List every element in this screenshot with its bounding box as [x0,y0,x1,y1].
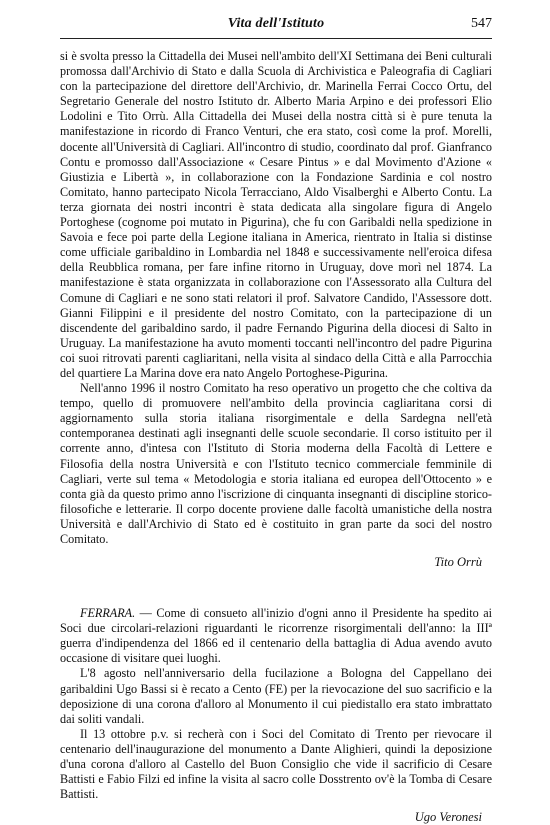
ferrara-paragraph-3: Il 13 ottobre p.v. si recherà con i Soci del Comitato di Trento per rievocare il centenario dell'inaugurazione del monumento a Dante Alighieri, quindi la deposizione d'una corona d'alloro al Castello del Buon Consiglio che vide il sacrificio di Cesare Battisti e Fabio Filzi ed infine la visita al sacro colle Dosstrento ov'è la Tomba di Cesare Battisti. [60,726,492,802]
page-number: 547 [471,16,492,31]
ferrara-paragraph-1-text: — Come di consueto all'inizio d'ogni anno il Presidente ha spedito ai Soci due circolari-relazioni riguardanti le ricorrenze risorgimentali dell'anno: la IIIª guerra d'indipendenza del 1866 ed il centenario della battaglia di Adua avendo avuto occasione di visitare quei luoghi. [60,606,492,666]
running-header [60,14,492,39]
cagliari-paragraph-2: Nell'anno 1996 il nostro Comitato ha reso operativo un progetto che che coltiva da tempo, quello di promuovere nell'ambito della provincia cagliaritana corsi di aggiornamento sulla storia italiana risorgimentale e della Sardegna nell'età contemporanea destinati agli insegnanti delle scuole secondarie. Il corso istituito per il corrente anno, d'intesa con l'Istituto di Storia moderna della Facoltà di Lettere e Filosofia della nostra Università e con l'Istituto tecnico commerciale femminile di Cagliari, verte sul tema « Metodologia e storia italiana ed europea dell'Ottocento » e conta già da questo primo anno l'iscrizione di cinquanta insegnanti di discipline storico-filosofiche e letterarie. Il corpo docente proviene dalle facoltà umanistiche della nostra Università e dall'Archivio di Stato ed è costituito in gran parte da soci del nostro Comitato. [60,381,492,546]
city-heading: FERRARA. [80,606,136,621]
section-ferrara [60,606,492,825]
section-gap [60,570,492,606]
cagliari-paragraph-1: si è svolta presso la Cittadella dei Musei nell'ambito dell'XI Settimana dei Beni culturali promossa dall'Archivio di Stato e dalla Scuola di Archivistica e Paleografia di Cagliari con la partecipazione del direttore dell'Archivio, dr. Marinella Ferrai Cocco Ortu, del Segretario Generale del nostro Istituto dr. Alberto Maria Arpino e dei professori Elio Lodolini e Tito Orrù. Alla Cittadella dei Musei della nostra città si è pure tenuta la manifestazione in ricordo di Franco Venturi, che era stato, così come la prof. Morelli, docente all'Università di Cagliari. All'incontro di studio, coordinato dal prof. Gianfranco Contu e promosso dall'Associazione « Cesare Pintus » e dal Movimento d'Azione « Giustizia e Libertà », in collaborazione con la Fondazione Sardinia e col nostro Comitato, hanno partecipato Nicola Terracciano, Aldo Visalberghi e Alberto Contu. La terza giornata dei nostri incontri è stata dedicata alla singolare figura di Angelo Portoghese (cognome poi mutato in Pigurina), che fu con Garibaldi nella spedizione in Savoia e fece poi parte della Legione italiana in America, rientrato in Italia si distinse come ufficiale garibaldino in Lombardia nel 1848 e successivamente nell'eroica difesa della Reubblica romana, per fare infine ritorno in Uruguay, dove morì nel 1874. La manifestazione è stata organizzata in collaborazione con l'Assessorato alla Cultura del Comune di Cagliari e ne sono stati relatori il prof. Salvatore Candido, l'Assessore dott. Gianni Filippini e il presidente del nostro Comitato, con la partecipazione di un discendente del garibaldino sardo, il padre Fernando Pigurina della diocesi di Salto in Uruguay. La manifestazione ha avuto momenti toccanti nell'incontro del padre Pigurina coi suoi ritrovati parenti cagliaritani, nella visita al sindaco della Città e alla Parrocchia del quartiere La Marina dove era nato Angelo Portoghese-Pigurina. [60,49,492,380]
ferrara-paragraph-2: L'8 agosto nell'anniversario della fucilazione a Bologna del Cappellano dei garibaldini Ugo Bassi si è recato a Cento (FE) per la rievocazione del suo sacrificio e la deposizione di una corona d'alloro al Monumento il cui piedistallo era stato imbrattato dai soliti vandali. [60,666,492,726]
signature-tito-orru: Tito Orrù [434,555,482,570]
signature-ugo-veronesi: Ugo Veronesi [414,810,482,825]
running-title: Vita dell'Istituto [227,16,325,31]
ferrara-paragraph-1 [60,606,492,666]
section-cagliari [60,49,492,570]
